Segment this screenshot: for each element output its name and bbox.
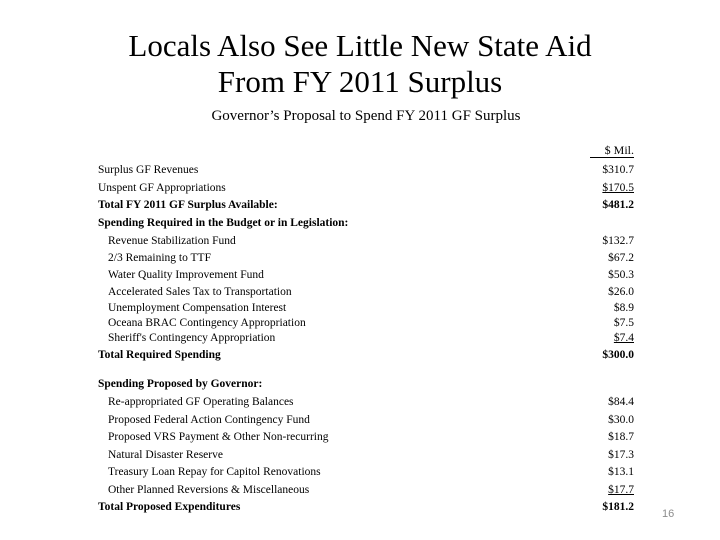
table-row [98,482,634,499]
row-label: Unemployment Compensation Interest [108,302,287,314]
table-row [98,499,634,516]
row-label: Sheriff's Contingency Appropriation [108,332,276,344]
row-value: $170.5 [602,182,634,194]
row-value: $300.0 [602,349,634,361]
row-value: $481.2 [602,199,634,211]
row-value: $7.5 [613,317,634,329]
slide-title-line-2: From FY 2011 Surplus [217,64,503,99]
table-row [98,394,634,411]
table-row [98,162,634,179]
table-row [98,412,634,429]
row-label: Surplus GF Revenues [98,164,199,176]
slide-subtitle: Governor’s Proposal to Spend FY 2011 GF Surplus [211,108,521,124]
row-label: Accelerated Sales Tax to Transportation [108,286,292,298]
table-row [98,197,634,214]
row-label: Proposed VRS Payment & Other Non-recurring [108,431,329,443]
row-label: Water Quality Improvement Fund [108,269,264,281]
row-label: Spending Proposed by Governor: [98,378,263,390]
row-label: Revenue Stabilization Fund [108,235,236,247]
page-number: 16 [662,508,675,520]
row-value: $26.0 [608,286,634,298]
row-value: $132.7 [602,235,634,247]
row-label: Unspent GF Appropriations [98,182,226,194]
table-row [98,330,634,347]
row-label: Oceana BRAC Contingency Appropriation [108,317,306,329]
row-value: $181.2 [602,501,634,513]
row-value: $7.4 [613,332,634,344]
row-label: Total Proposed Expenditures [98,501,241,513]
table-row [98,215,634,232]
row-value: $310.7 [602,164,634,176]
row-label: Re-appropriated GF Operating Balances [108,396,294,408]
slide-title-line-1: Locals Also See Little New State Aid [128,28,592,63]
row-value: $8.9 [613,302,634,314]
row-label: Other Planned Reversions & Miscellaneous [108,484,310,496]
table-row [98,347,634,364]
row-label: Total FY 2011 GF Surplus Available: [98,199,278,211]
table-row [98,180,634,197]
table-row [98,429,634,446]
table-row [98,267,634,284]
table-row [98,284,634,301]
row-value: $17.3 [608,449,634,461]
table-row [98,376,634,393]
row-value: $84.4 [608,396,634,408]
table-row [98,233,634,250]
row-label: Treasury Loan Repay for Capitol Renovations [108,466,321,478]
row-value: $50.3 [608,269,634,281]
row-value: $13.1 [608,466,634,478]
row-label: 2/3 Remaining to TTF [108,252,211,264]
row-label: Proposed Federal Action Contingency Fund [108,414,310,426]
slide-title [0,28,720,100]
table-row [98,447,634,464]
row-value: $30.0 [608,414,634,426]
row-value: $17.7 [608,484,634,496]
table-row [98,250,634,267]
row-value: $67.2 [608,252,634,264]
table-row [98,464,634,481]
row-label: Spending Required in the Budget or in Legislation: [98,217,349,229]
row-label: Natural Disaster Reserve [108,449,223,461]
row-label: Total Required Spending [98,349,221,361]
row-value: $18.7 [608,431,634,443]
column-header-mil: $ Mil. [590,143,634,158]
